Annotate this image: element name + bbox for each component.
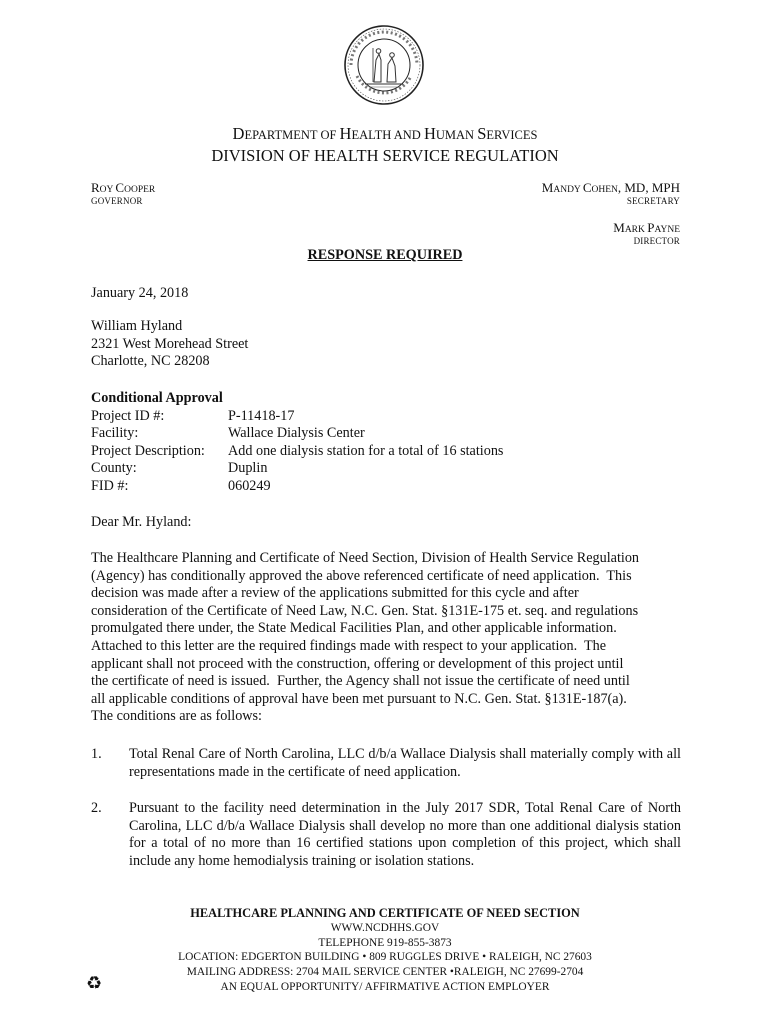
- footer-eoe: AN EQUAL OPPORTUNITY/ AFFIRMATIVE ACTION EMPLOYER: [220, 980, 550, 993]
- footer-title: HEALTHCARE PLANNING AND CERTIFICATE OF NEED SECTION: [190, 906, 580, 920]
- secretary-name: MANDY COHEN, MD, MPH: [541, 180, 680, 195]
- field-value: 060249: [228, 477, 271, 494]
- division-name: DIVISION OF HEALTH SERVICE REGULATION: [211, 146, 559, 165]
- body-paragraph: [91, 550, 681, 726]
- footer-website: WWW.NCDHHS.GOV: [330, 921, 440, 934]
- body-line: consideration of the Certificate of Need Law, N.C. Gen. Stat. §131E-175 et. seq. and regulations: [91, 602, 639, 619]
- recycle-icon: ♻: [86, 973, 103, 993]
- governor-block: [91, 180, 155, 206]
- body-line: promulgated there under, the State Medical Facilities Plan, and other applicable information.: [91, 620, 617, 637]
- body-line: decision was made after a review of the applications submitted for this cycle and after: [91, 585, 579, 602]
- dept-initial: D: [232, 124, 245, 143]
- governor-title: GOVERNOR: [91, 196, 143, 206]
- salutation: Dear Mr. Hyland:: [91, 514, 192, 530]
- body-line: the certificate of need is issued. Further, the Agency shall not issue the certificate of need until: [91, 673, 630, 690]
- condition-number: 1.: [91, 746, 102, 762]
- dept-initial: H: [423, 124, 436, 143]
- dept-initial: S: [477, 124, 487, 143]
- body-line: Attached to this letter are the required findings made with respect to your application. The: [91, 637, 607, 654]
- footer-location: LOCATION: EDGERTON BUILDING • 809 RUGGLES DRIVE • RALEIGH, NC 27603: [178, 951, 592, 964]
- condition-item: [91, 746, 681, 781]
- recipient-city: Charlotte, NC 28208: [91, 353, 210, 370]
- body-line: all applicable conditions of approval have been met pursuant to N.C. Gen. Stat. §131E-187(a).: [91, 690, 627, 707]
- state-seal-icon: [343, 24, 425, 106]
- dept-initial: H: [339, 124, 352, 143]
- director-title: DIRECTOR: [633, 236, 680, 246]
- body-line: (Agency) has conditionally approved the above referenced certificate of need application. This: [91, 567, 632, 584]
- dept-word: EPARTMENT OF: [244, 128, 340, 142]
- governor-name: ROY COOPER: [91, 180, 156, 195]
- field-value: Add one dialysis station for a total of 16 stations: [228, 442, 504, 459]
- condition-text: Total Renal Care of North Carolina, LLC d/b/a Wallace Dialysis shall materially comply with all representations made in the certificate of need application.: [129, 746, 681, 780]
- field-row: [91, 460, 503, 478]
- dept-word: EALTH AND: [351, 128, 424, 142]
- dept-word: ERVICES: [486, 128, 538, 142]
- body-line: The Healthcare Planning and Certificate of Need Section, Division of Health Service Regulation: [91, 550, 640, 566]
- approval-block: [91, 390, 503, 496]
- recipient-address: [91, 318, 248, 371]
- condition-item: [91, 800, 681, 870]
- condition-number: 2.: [91, 800, 102, 816]
- footer-mailing: MAILING ADDRESS: 2704 MAIL SERVICE CENTER •RALEIGH, NC 27699-2704: [186, 966, 584, 979]
- field-value: Duplin: [228, 460, 268, 477]
- field-row: [91, 443, 503, 461]
- recipient-street: 2321 West Morehead Street: [91, 335, 249, 352]
- field-label: County:: [91, 460, 137, 477]
- department-name: [0, 124, 770, 144]
- recipient-name: William Hyland: [91, 318, 183, 334]
- field-label: Project Description:: [91, 442, 205, 459]
- field-value: P-11418-17: [228, 407, 295, 424]
- field-label: Project ID #:: [91, 407, 165, 424]
- field-label: Facility:: [91, 425, 139, 442]
- field-value: Wallace Dialysis Center: [228, 425, 365, 442]
- body-line: applicant shall not proceed with the construction, offering or development of this project until: [91, 655, 624, 672]
- field-row: [91, 478, 503, 496]
- body-line: The conditions are as follows:: [91, 708, 262, 725]
- director-name: MARK PAYNE: [613, 220, 680, 235]
- dept-word: UMAN: [435, 128, 478, 142]
- response-required-heading: RESPONSE REQUIRED: [307, 247, 463, 263]
- secretary-block: [542, 180, 680, 206]
- director-block: [613, 220, 680, 246]
- footer-telephone: TELEPHONE 919-855-3873: [318, 936, 452, 949]
- letter-date: January 24, 2018: [91, 285, 189, 301]
- field-row: [91, 425, 503, 443]
- approval-title: Conditional Approval: [91, 390, 223, 406]
- field-row: [91, 408, 503, 426]
- footer: [0, 906, 770, 995]
- field-label: FID #:: [91, 477, 129, 494]
- condition-text: Pursuant to the facility need determination in the July 2017 SDR, Total Renal Care of North Carolina, LLC d/b/a Wallace Dialysis shall develop no more than one additional dialysis station for a total of no more than 16 certified stations upon completion of this project, which shall include any home hemodialysis training or isolation stations.: [129, 800, 681, 869]
- secretary-title: SECRETARY: [626, 196, 680, 206]
